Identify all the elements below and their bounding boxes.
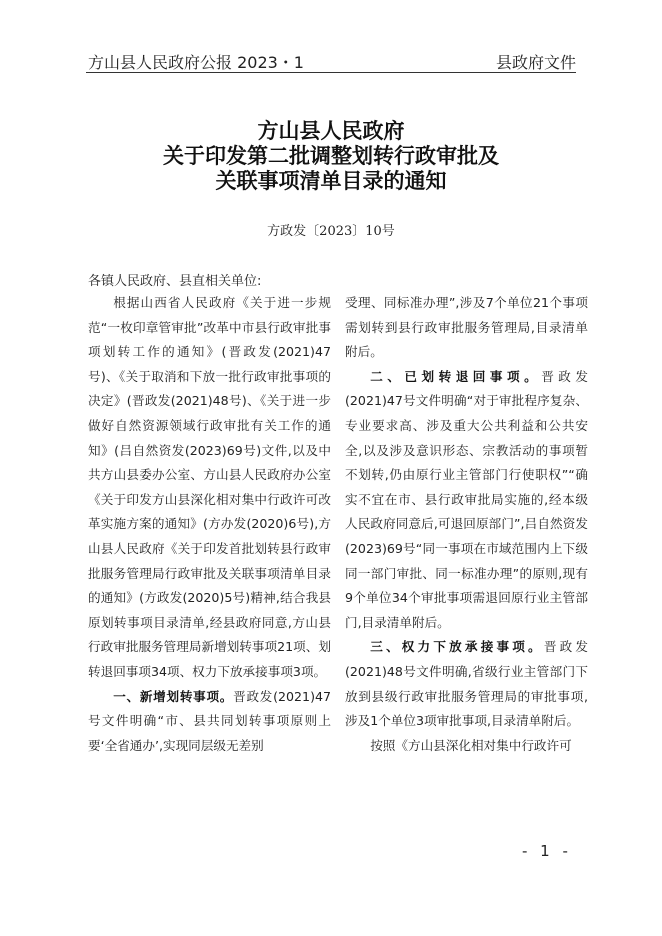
running-header — [88, 50, 576, 73]
paragraph-closing: 按照《方山县深化相对集中行政许可 — [370, 737, 572, 753]
left-column — [88, 291, 331, 758]
document-title — [0, 118, 662, 193]
section-1-heading: 一、新增划转事项。 — [113, 688, 234, 704]
paragraph-continuation: 受理、同标准办理”,涉及7个单位21个事项需划转到县行政审批服务管理局,目录清单附后。 — [345, 295, 588, 360]
title-line-3: 关联事项清单目录的通知 — [215, 168, 447, 193]
paragraph-section-1 — [88, 685, 331, 759]
section-2-heading: 二、已划转退回事项。 — [370, 368, 542, 384]
paragraph-basis: 根据山西省人民政府《关于进一步规范“一枚印章管审批”改革中市县行政审批事项划转工作的通知》(晋政发(2021)47号)、《关于取消和下放一批行政审批事项的决定》(晋政发(2021)48号)、《关于进一步做好自然资源领域行政审批有关工作的通知》(吕自然资发(2023)69号)文件,以及中共方山县委办公室、方山县人民政府办公室《关于印发方山县深化相对集中行政许可改革实施方案的通知》(方办发(2020)6号),方山县人民政府《关于印发首批划转县行政审批服务管理局行政审批及关联事项清单目录的通知》(方政发(2020)5号)精神,结合我县原划转事项目录清单,经县政府同意,方山县行政审批服务管理局新增划转事项21项、划转退回事项34项、权力下放承接事项3项。 — [88, 295, 331, 679]
page-number: - 1 - — [522, 842, 572, 860]
title-line-2: 关于印发第二批调整划转行政审批及 — [163, 143, 499, 168]
title-line-1: 方山县人民政府 — [257, 118, 405, 143]
section-1-body: 晋政发(2021)47号文件明确“市、县共同划转事项原则上要‘全省通办’,实现同层级无差别 — [88, 688, 332, 753]
section-3-body: 晋政发(2021)48号文件明确,省级行业主管部门下放到县级行政审批服务管理局的审批事项,涉及1个单位3项审批事项,目录清单附后。 — [345, 639, 589, 729]
document-number: 方政发〔2023〕10号 — [267, 224, 395, 239]
publication-name: 方山县人民政府公报 2023・1 — [88, 53, 304, 72]
header-rule — [86, 72, 576, 73]
section-label: 县政府文件 — [495, 53, 576, 72]
salutation: 各镇人民政府、县直相关单位: — [88, 274, 262, 289]
paragraph-section-2 — [345, 365, 588, 636]
paragraph-section-3 — [345, 635, 588, 733]
right-column — [345, 291, 588, 758]
section-2-body: 晋政发(2021)47号文件明确“对于审批程序复杂、专业要求高、涉及重大公共利益和公共安全,以及涉及意识形态、宗教活动的事项暂不划转,仍由原行业主管部门行使职权”“确实不宜在市、县行政审批局实施的,经本级人民政府同意后,可退回原部门”,吕自然资发(2023)69号“同一事项在市域范围内上下级同一部门审批、同一标准办理”的原则,现有9个单位34个审批事项需退回原行业主管部门,目录清单附后。 — [345, 368, 588, 630]
section-3-heading: 三、权力下放承接事项。 — [370, 639, 544, 655]
